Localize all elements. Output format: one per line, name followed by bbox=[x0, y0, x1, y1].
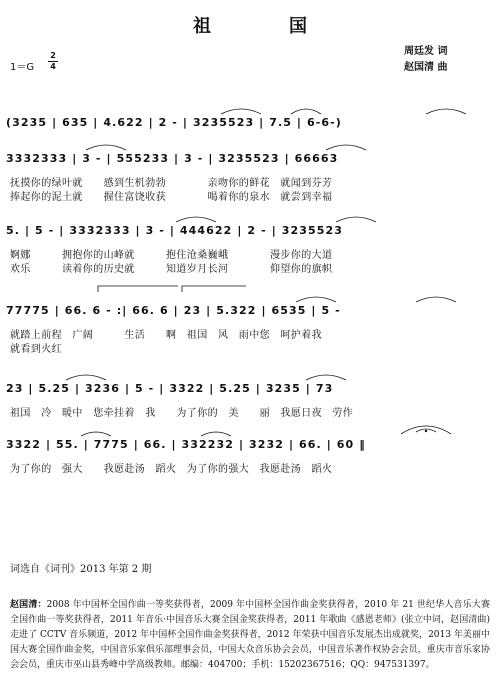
lyric-verse-1: 为了你的 强大 我愿赴汤 蹈火 为了你的强大 我愿赴汤 蹈火 bbox=[10, 464, 333, 475]
bio-text: 2008 年中国杯全国作曲一等奖获得者，2009 年中国杯全国作曲金奖获得者，2010 年 21 世纪华人音乐大赛全国作曲一等奖获得者，2011 年音乐·中国音乐大赛全国金奖获得者，2011 年歌曲《感恩老师》(张立中词，赵国清曲)走进了 CCTV 音乐频道，2012 年中国杯全国作曲金奖获得者，2012 年荣获中国音乐发展杰出成就奖，2013 年美丽中国大赛全国作曲金奖，中国音乐家俱乐部理事会员，中国大众音乐协会会员，中国音乐著作权协会会员，重庆市音乐家协会会员，重庆市巫山县秀峰中学高级教师。邮编：404700；手机：15202367516；QQ：947531397。 bbox=[10, 600, 490, 670]
composer-credit: 赵国清 曲 bbox=[404, 62, 448, 73]
lyric-verse-1: 婀娜 拥抱你的山峰就 抱住沧桑巍峨 漫步你的大道 bbox=[10, 250, 333, 261]
lyrics-source: 词选自《词刊》2013 年第 2 期 bbox=[10, 564, 152, 575]
lyric-verse-2: 捧起你的泥土就 握住富饶收获 喝着你的泉水 就尝到幸福 bbox=[10, 192, 333, 203]
meter-bottom: 4 bbox=[48, 61, 58, 72]
bio-name: 赵国清： bbox=[10, 600, 47, 610]
staff-notes: 23 | 5.25 | 3236 | 5 - | 3322 | 5.25 | 3235 | 73 bbox=[6, 382, 334, 395]
meter-top: 2 bbox=[50, 51, 56, 60]
lyric-verse-1: 祖国 冷 暖中 您牵挂着 我 为了你的 美 丽 我愿日夜 劳作 bbox=[10, 408, 354, 419]
staff-notes: (3235 | 635 | 4.622 | 2 - | 3235523 | 7.5 | 6-6-) bbox=[6, 116, 342, 129]
score-line-2 bbox=[6, 140, 494, 203]
score-line-6 bbox=[6, 426, 494, 474]
score-title: 祖 国 bbox=[193, 16, 337, 37]
lyric-verse-1: 就踏上前程 广阔 生活 啊 祖国 风 雨中您 呵护着我 bbox=[10, 330, 322, 341]
time-signature bbox=[48, 51, 58, 72]
score-line-5 bbox=[6, 370, 494, 418]
score-line-3 bbox=[6, 212, 494, 275]
lyric-verse-2: 欢乐 读着你的历史就 知道岁月长河 仰望你的旗帜 bbox=[10, 264, 333, 275]
lyric-verse-2: 就看到火红 bbox=[10, 344, 62, 355]
staff-notes: 5. | 5 - | 3332333 | 3 - | 444622 | 2 - | 3235523 bbox=[6, 224, 344, 237]
staff-notes: 77775 | 66. 6 - :| 66. 6 | 23 | 5.322 | 6535 | 5 - bbox=[6, 304, 341, 317]
score-line-4 bbox=[6, 292, 494, 355]
staff-notes: 3322 | 55. | 7775 | 66. | 332232 | 3232 | 66. | 60 ‖ bbox=[6, 438, 366, 451]
lyricist-credit: 周廷发 词 bbox=[404, 46, 448, 57]
staff-notes: 3332333 | 3 - | 555233 | 3 - | 3235523 | 66663 bbox=[6, 152, 339, 165]
composer-bio bbox=[10, 598, 490, 673]
lyric-verse-1: 抚摸你的绿叶就 感到生机勃勃 亲吻你的鲜花 就闻到芬芳 bbox=[10, 178, 333, 189]
key-signature: 1＝G bbox=[10, 62, 35, 73]
